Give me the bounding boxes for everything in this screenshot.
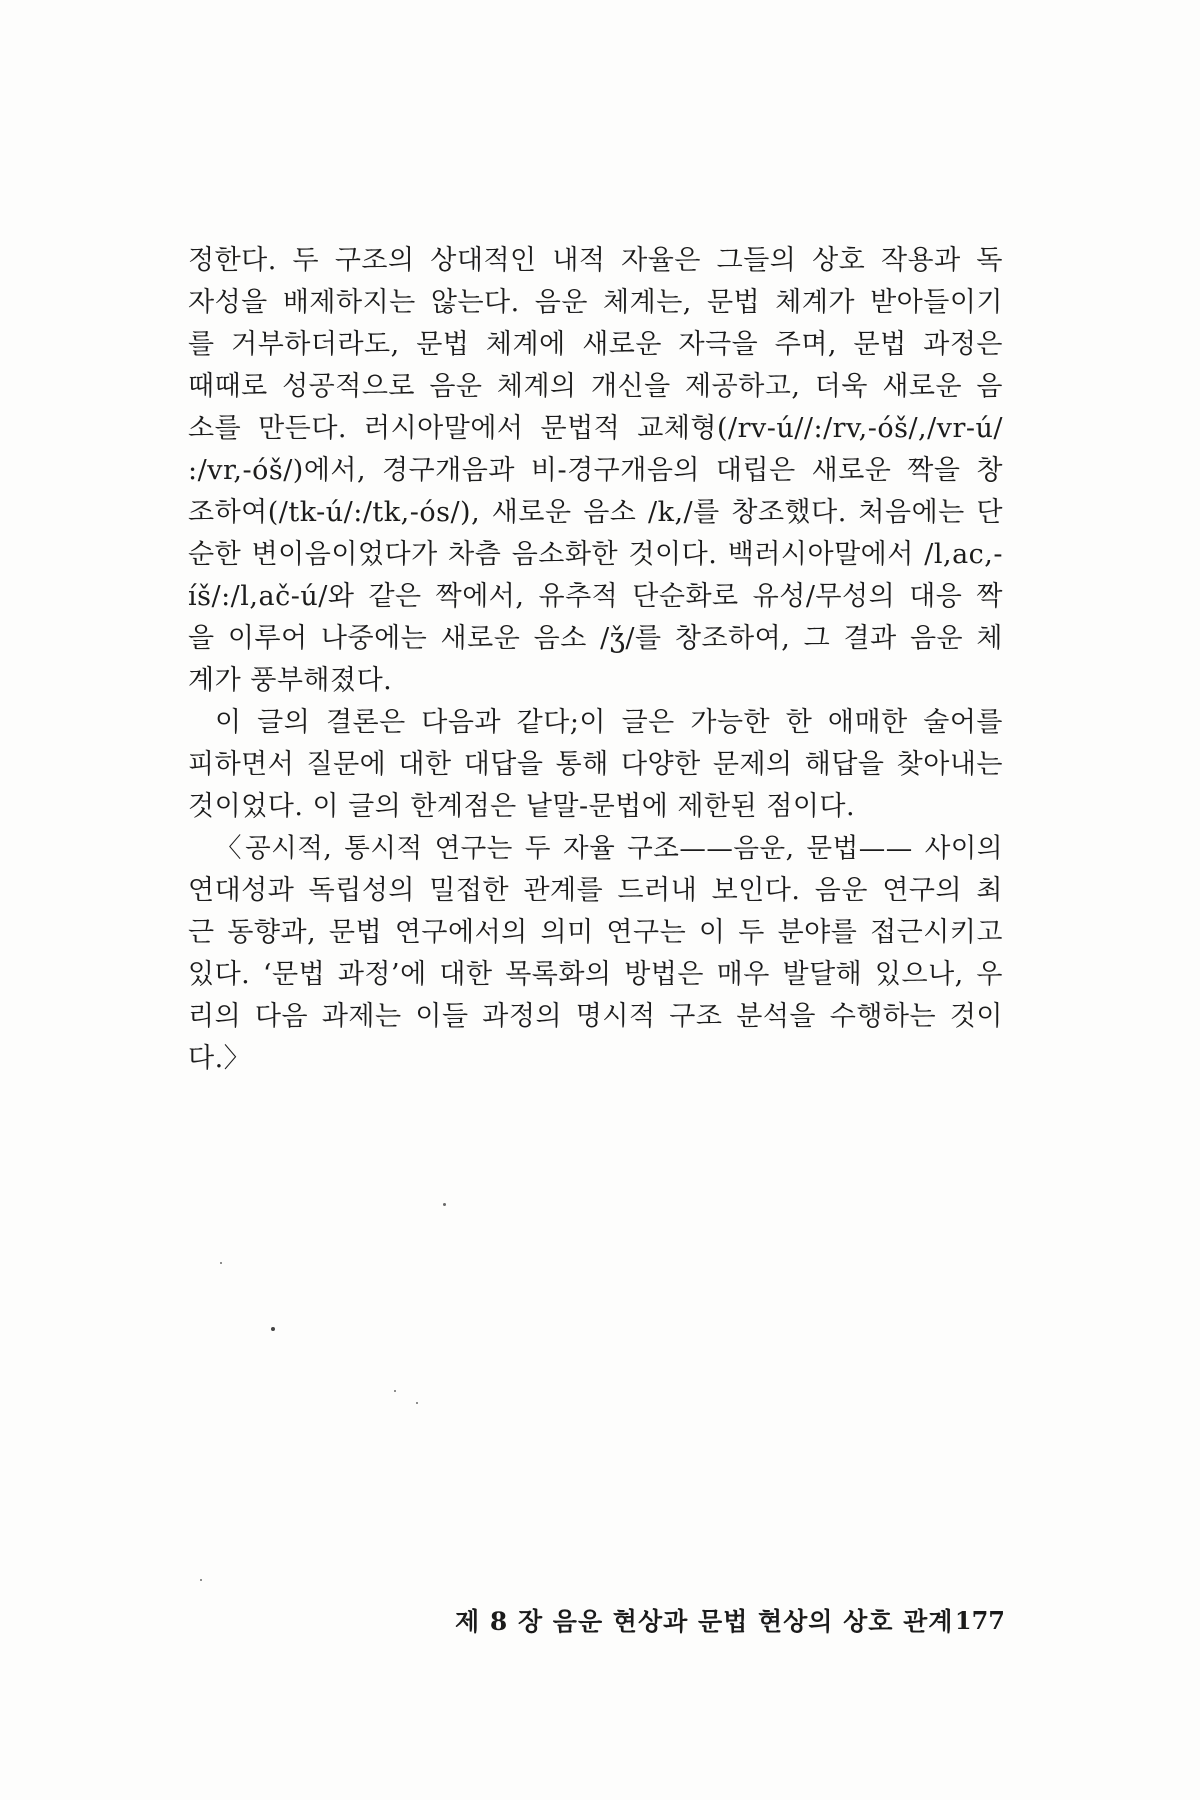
scan-speck (416, 1402, 418, 1404)
text-line: 피하면서 질문에 대한 대답을 통해 다양한 문제의 해답을 찾아내는 (188, 749, 1003, 780)
text-line: 것이었다. 이 글의 한계점은 낱말-문법에 제한된 점이다. (188, 791, 856, 822)
scan-speck (220, 1262, 222, 1264)
text-line: 있다. ‘문법 과정’에 대한 목록화의 방법은 매우 발달해 있으나, 우 (188, 959, 1003, 990)
page-number: 177 (954, 1605, 1005, 1635)
scan-speck (443, 1203, 446, 1206)
scan-speck (200, 1579, 202, 1581)
paragraph-2 (188, 702, 1003, 828)
text-line: :/vr,-óš/)에서, 경구개음과 비-경구개음의 대립은 새로운 짝을 창 (188, 455, 1003, 486)
scan-speck (271, 1327, 275, 1331)
text-line: 자성을 배제하지는 않는다. 음운 체계는, 문법 체계가 받아들이기 (188, 287, 1003, 318)
body-text (188, 240, 1003, 1080)
running-footer (455, 1600, 1005, 1640)
paragraph-1 (188, 240, 1003, 702)
text-line: 를 거부하더라도, 문법 체계에 새로운 자극을 주며, 문법 과정은 (188, 329, 1003, 360)
text-line: 소를 만든다. 러시아말에서 문법적 교체형(/rv-ú//:/rv,-óš/,/vr-ú/ (188, 413, 1003, 444)
text-line: 리의 다음 과제는 이들 과정의 명시적 구조 분석을 수행하는 것이 (188, 1001, 1003, 1032)
scan-speck (394, 1390, 396, 1392)
text-line: íš/:/l,ač-ú/와 같은 짝에서, 유추적 단순화로 유성/무성의 대응 짝 (188, 581, 1003, 612)
text-line: 정한다. 두 구조의 상대적인 내적 자율은 그들의 상호 작용과 독 (188, 245, 1003, 276)
text-line: 다.〉 (188, 1043, 252, 1074)
text-line: 근 동향과, 문법 연구에서의 의미 연구는 이 두 분야를 접근시키고 (188, 917, 1003, 948)
text-line: 때때로 성공적으로 음운 체계의 개신을 제공하고, 더욱 새로운 음 (188, 371, 1003, 402)
text-line: 계가 풍부해졌다. (188, 665, 393, 696)
text-line: 이 글의 결론은 다음과 같다;이 글은 가능한 한 애매한 술어를 (215, 707, 1003, 738)
paragraph-3 (188, 828, 1003, 1080)
text-line: 조하여(/tk-ú/:/tk,-ós/), 새로운 음소 /k,/를 창조했다. 처음에는 단 (188, 497, 1003, 528)
text-line: 순한 변이음이었다가 차츰 음소화한 것이다. 백러시아말에서 /l,ac,- (188, 539, 1003, 570)
running-title: 제 8 장 음운 현상과 문법 현상의 상호 관계 (455, 1607, 954, 1636)
text-line: 〈공시적, 통시적 연구는 두 자율 구조——음운, 문법—— 사이의 (215, 833, 1003, 864)
text-line: 연대성과 독립성의 밀접한 관계를 드러내 보인다. 음운 연구의 최 (188, 875, 1003, 906)
text-line: 을 이루어 나중에는 새로운 음소 /ǯ/를 창조하여, 그 결과 음운 체 (188, 623, 1003, 654)
